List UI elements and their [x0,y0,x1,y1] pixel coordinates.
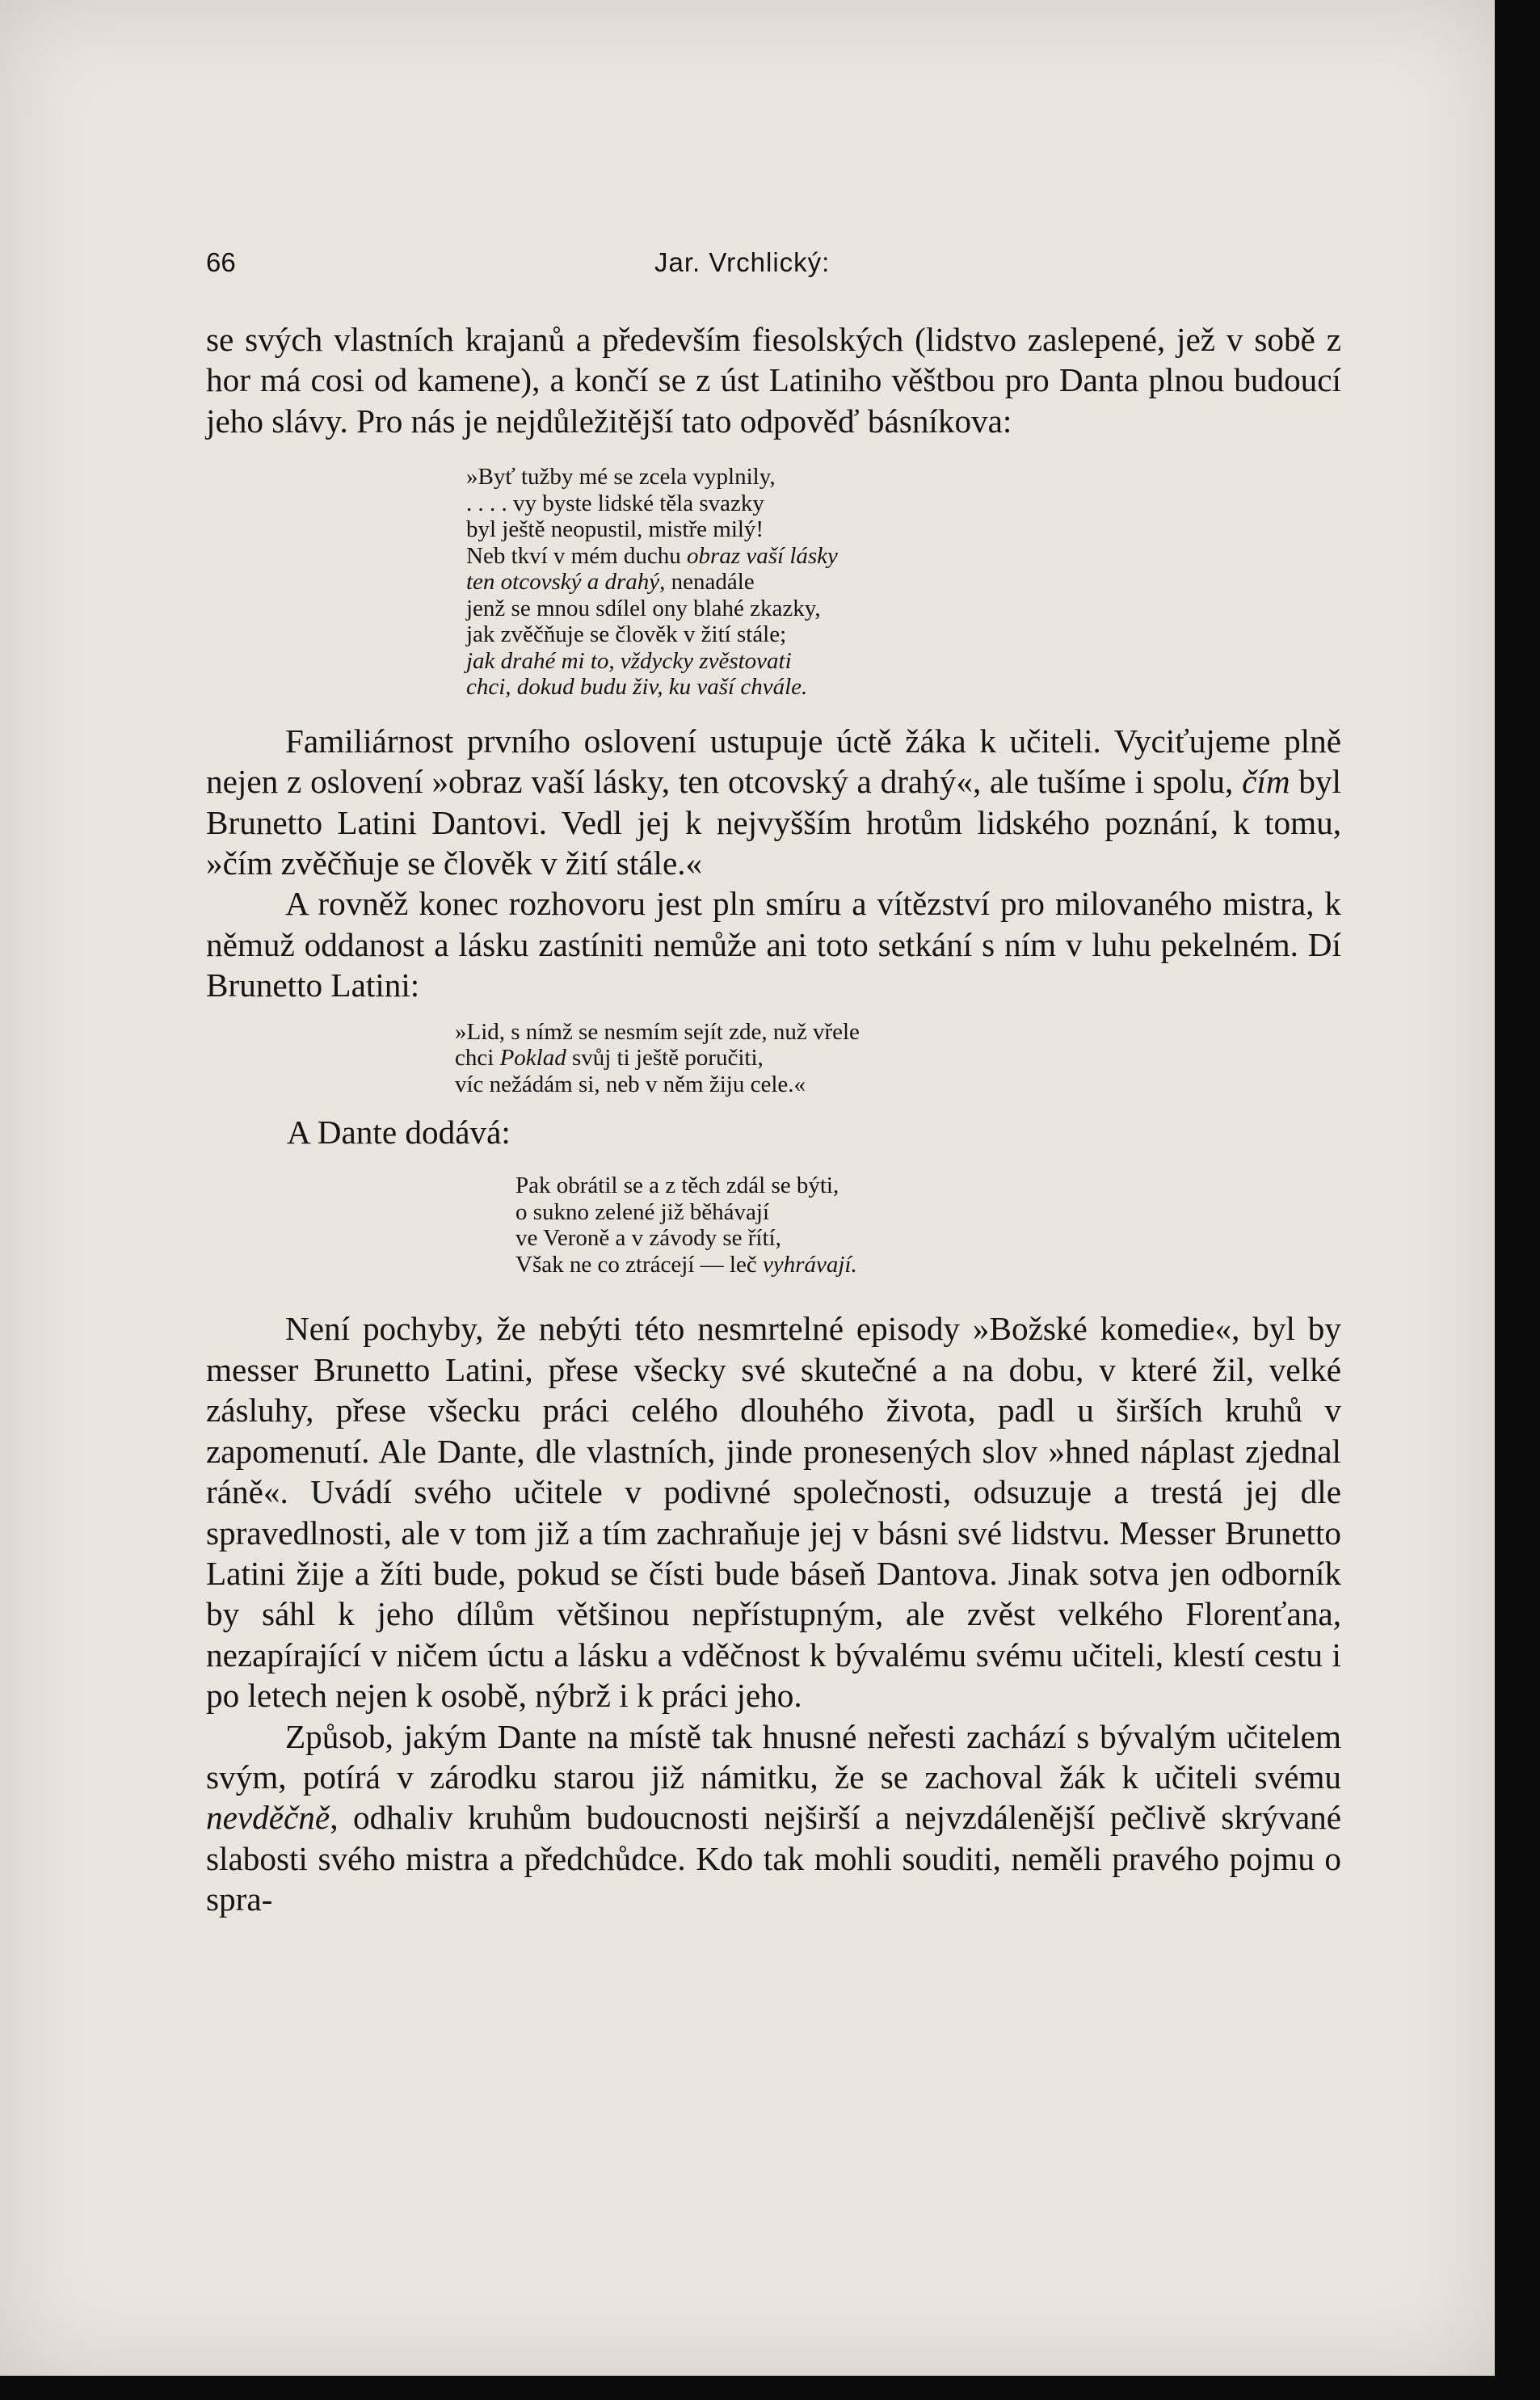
verse-line: Pak obrátil se a z těch zdál se býti, [515,1173,839,1199]
verse-emphasis: obraz vaší lásky [687,542,838,569]
verse-line: »Lid, s nímž se nesmím sejít zde, nuž vřele [455,1018,860,1045]
verse-line: víc nežádám si, neb v něm žiju cele.« [455,1071,806,1097]
page-number: 66 [206,247,236,277]
verse-emphasis: ten otcovský a drahý [466,569,660,596]
verse-text: chci [455,1045,500,1072]
verse-text: , nenadále [659,569,755,596]
verse-block-2 [455,1019,1341,1098]
verse-line [455,1045,1341,1072]
paragraph-1: se svých vlastních krajanů a především fiesolských (lidstvo zaslepené, jež v sobě z hor má cosi od kamene), a končí se z úst Latiniho věštbou pro Danta plnou budoucí jeho slávy. Pro nás je nejdůležitější tato odpověď básníkova: [206,321,1341,440]
verse-line: jak zvěčňuje se člověk v žití stále; [466,621,787,648]
verse-line: ve Veroně a v závody se řítí, [515,1225,781,1252]
paragraph-emphasis: čím [1242,763,1290,801]
paragraph-text: , odhaliv kruhům budoucnosti nejširší a nejvzdálenější pečlivě skrývané slabosti svého mistra a předchůdce. Kdo tak mohli souditi, neměli pravého pojmu o spra- [206,1799,1341,1918]
verse-line: byl ještě neopustil, mistře milý! [466,516,764,543]
paragraph-text: Způsob, jakým Dante na místě tak hnusné neřesti zachází s bývalým učitelem svým, potírá v zárodku starou již námitku, že se zachoval žák k učiteli svému [206,1717,1341,1796]
scan-border-right [1495,0,1540,2400]
paragraph-5: Není pochyby, že nebýti této nesmrtelné episody »Božské komedie«, byl by messer Brunetto Latini, přese všecky své skutečné a na dobu, v které žil, velké zásluhy, přese všecku práci celého dlouhého života, padl u širších kruhů v zapomenutí. Ale Dante, dle vlastních, jinde pronesených slov »hned náplast zjednal ráně«. Uvádí svého učitele v podivné společnosti, odsuzuje a trestá jej dle spravedlnosti, ale v tom již a tím zachraňuje jej v básni své lidstvu. Messer Brunetto Latini žije a žíti bude, pokud se čísti bude báseň Dantova. Jinak sotva jen odborník by sáhl k jeho dílům většinou nepřístupným, ale zvěst velkého Florenťana, nezapírající v ničem úctu a lásku a vděčnost k bývalému svému učiteli, klestí cestu i po letech nejen k osobě, nýbrž i k práci jeho. [206,1310,1341,1715]
verse-line: »Byť tužby mé se zcela vyplnily, [466,464,776,491]
verse-emphasis: vyhrávají. [762,1251,857,1278]
verse-block-3 [515,1173,1341,1278]
verse-text: Neb tkví v mém duchu [466,542,688,569]
paragraph-4: A Dante dodává: [287,1114,511,1152]
paragraph-text: Familiárnost prvního oslovení ustupuje úctě žáka k učiteli. Vyciťujeme plně nejen z oslovení »obraz vaší lásky, ten otcovský a drahý«, ale tušíme i spolu, [206,722,1341,801]
verse-block-1 [466,464,1341,701]
verse-text: Však ne co ztrácejí — leč [515,1251,763,1278]
running-head: Jar. Vrchlický: [654,247,831,277]
verse-emphasis: Poklad [499,1045,566,1072]
verse-line: o sukno zelené již běhávají [515,1198,770,1225]
scan-border-bottom [0,2376,1540,2400]
verse-line: . . . . vy byste lidské těla svazky [466,490,764,516]
verse-emphasis: chci, dokud budu živ, ku vaší chvále. [466,674,808,701]
page-body [206,319,1341,1920]
verse-line: jenž se mnou sdílel ony blahé zkazky, [466,595,821,621]
paragraph-text: byl Brunetto Latini Dantovi. Vedl jej k nejvyšším hrotům lidského poznání, k tomu, »čím zvěčňuje se člověk v žití stále.« [206,763,1341,882]
page-header [206,247,1309,288]
verse-line [466,648,1341,675]
paragraph-2 [206,721,1341,884]
verse-emphasis: jak drahé mi to, vždycky zvěstovati [466,647,792,674]
paragraph-3: A rovněž konec rozhovoru jest pln smíru a vítězství pro milovaného mistra, k němuž oddanost a lásku zastíniti nemůže ani toto setkání s ním v luhu pekelném. Dí Brunetto Latini: [206,885,1341,1004]
verse-line [515,1252,1341,1278]
paragraph-6 [206,1716,1341,1920]
verse-line [466,569,1341,596]
verse-line [466,543,1341,570]
paragraph-emphasis: nevděčně [206,1799,330,1837]
verse-text: svůj ti ještě poručiti, [566,1045,764,1072]
verse-line [466,674,1341,701]
